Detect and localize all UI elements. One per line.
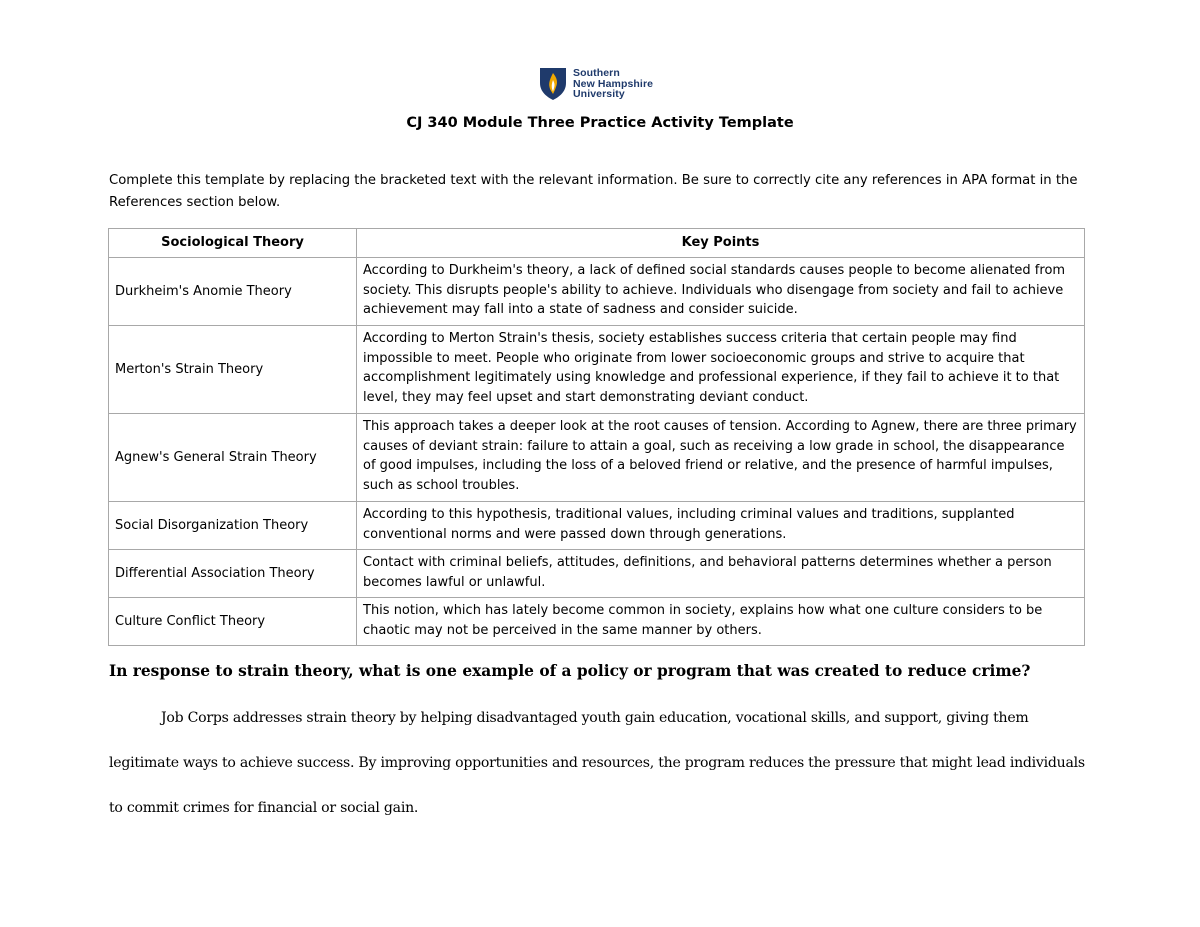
table-row — [109, 258, 1085, 326]
question-heading: In response to strain theory, what is one example of a policy or program that was created to reduce crime? — [109, 662, 1031, 680]
column-header-theory: Sociological Theory — [109, 229, 357, 258]
theories-table — [108, 228, 1085, 646]
document-title: CJ 340 Module Three Practice Activity Template — [406, 115, 794, 131]
instructions-paragraph: Complete this template by replacing the bracketed text with the relevant information. Be sure to correctly cite any references in APA format in the References section below. — [109, 173, 1078, 210]
key-points-cell: This approach takes a deeper look at the root causes of tension. According to Agnew, there are three primary causes of deviant strain: failure to attain a goal, such as receiving a low grade in school, the disappearance of good impulses, including the loss of a beloved friend or relative, and the presence of harmful impulses, such as school troubles. — [357, 414, 1085, 502]
column-header-key-points: Key Points — [357, 229, 1085, 258]
key-points-cell: According to Merton Strain's thesis, society establishes success criteria that certain people may find impossible to meet. People who originate from lower socioeconomic groups and strive to acquire that accomplishment legitimately using knowledge and professional experience, if they fail to achieve it to that level, they may feel upset and start demonstrating deviant conduct. — [357, 326, 1085, 414]
university-logo — [539, 66, 653, 102]
key-points-cell: According to this hypothesis, traditional values, including criminal values and traditions, supplanted conventional norms and were passed down through generations. — [357, 502, 1085, 550]
answer-paragraph: Job Corps addresses strain theory by helping disadvantaged youth gain education, vocational skills, and support, giving them legitimate ways to achieve success. By improving opportunities and resources, the program reduces the pressure that might lead individuals to commit crimes for financial or social gain. — [109, 710, 1085, 816]
logo-line-3: University — [573, 88, 625, 101]
logo-line-2: New Hampshire — [573, 77, 654, 90]
key-points-cell: This notion, which has lately become common in society, explains how what one culture considers to be chaotic may not be perceived in the same manner by others. — [357, 598, 1085, 646]
table-row — [109, 598, 1085, 646]
table-row — [109, 326, 1085, 414]
table-row — [109, 502, 1085, 550]
theory-cell: Culture Conflict Theory — [109, 598, 357, 646]
table-header-row — [109, 229, 1085, 258]
theory-cell: Merton's Strain Theory — [109, 326, 357, 414]
key-points-cell: According to Durkheim's theory, a lack of defined social standards causes people to become alienated from society. This disrupts people's ability to achieve. Individuals who disengage from society and fail to achieve achievement may fall into a state of sadness and consider suicide. — [357, 258, 1085, 326]
table-row — [109, 550, 1085, 598]
logo-wordmark — [573, 68, 653, 100]
shield-flame-icon — [539, 67, 567, 101]
logo-line-1: Southern — [573, 67, 620, 80]
theory-cell: Durkheim's Anomie Theory — [109, 258, 357, 326]
key-points-cell: Contact with criminal beliefs, attitudes, definitions, and behavioral patterns determines whether a person becomes lawful or unlawful. — [357, 550, 1085, 598]
table-row — [109, 414, 1085, 502]
theory-cell: Differential Association Theory — [109, 550, 357, 598]
theory-cell: Agnew's General Strain Theory — [109, 414, 357, 502]
theory-cell: Social Disorganization Theory — [109, 502, 357, 550]
